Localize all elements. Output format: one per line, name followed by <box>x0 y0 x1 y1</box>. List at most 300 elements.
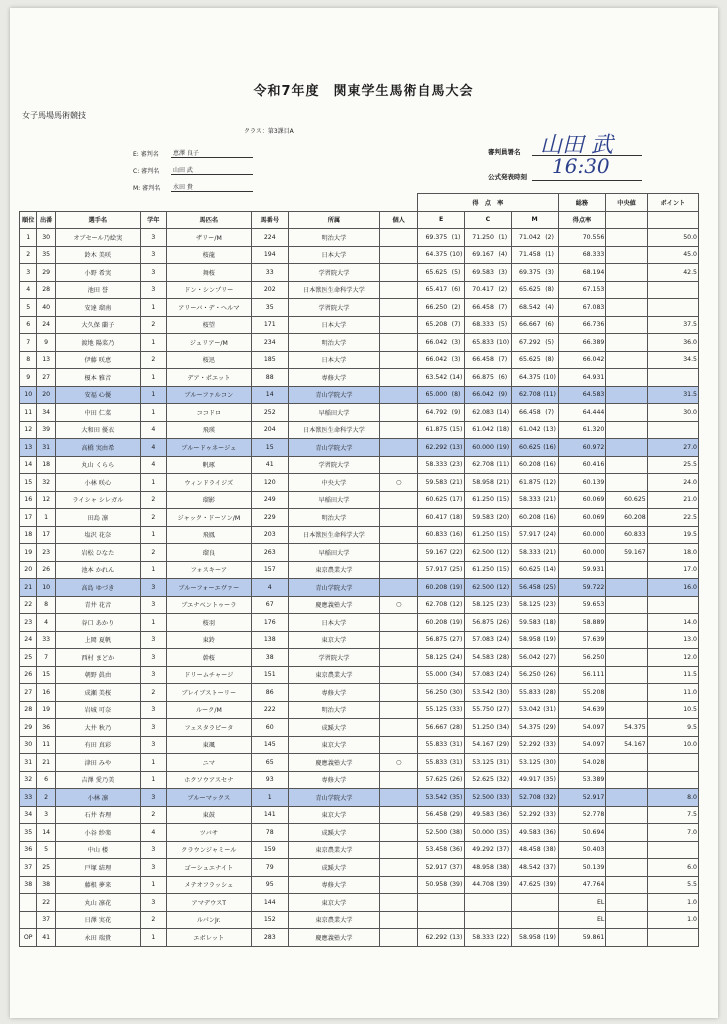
horse-cell: 瑠影 <box>166 491 251 509</box>
horse-no-cell: 65 <box>251 754 288 772</box>
indiv-cell <box>380 544 418 562</box>
total-cell: 60.139 <box>558 474 606 492</box>
e-rank-cell: (3) <box>448 351 464 369</box>
c-score-cell: 55.750 <box>464 701 494 719</box>
c-rank-cell: (3) <box>495 264 511 282</box>
rider-cell: 戸塚 結理 <box>55 859 140 877</box>
univ-cell: 専修大学 <box>288 369 379 387</box>
bib-cell: 35 <box>37 246 55 264</box>
median-cell <box>606 754 647 772</box>
c-rank-cell: (33) <box>495 789 511 807</box>
e-rank-cell: (39) <box>448 876 464 894</box>
total-cell: 64.931 <box>558 369 606 387</box>
e-rank-cell: (2) <box>448 299 464 317</box>
grade-cell: 4 <box>140 421 166 439</box>
m-rank-cell <box>542 894 558 912</box>
m-rank-cell: (32) <box>542 789 558 807</box>
points-cell: 34.5 <box>647 351 698 369</box>
median-cell <box>606 596 647 614</box>
rank-cell: 17 <box>20 509 37 527</box>
signature-label: 審判員署名 <box>488 148 521 156</box>
m-score-cell: 47.625 <box>511 876 541 894</box>
indiv-cell <box>380 246 418 264</box>
e-score-cell: 60.208 <box>418 614 448 632</box>
c-rank-cell: (24) <box>495 666 511 684</box>
c-score-cell: 66.458 <box>464 351 494 369</box>
median-cell <box>606 334 647 352</box>
e-score-cell: 55.125 <box>418 701 448 719</box>
rider-cell: 石井 杏理 <box>55 806 140 824</box>
grade-cell: 3 <box>140 841 166 859</box>
points-cell <box>647 299 698 317</box>
total-cell: 59.931 <box>558 561 606 579</box>
grade-cell: 3 <box>140 894 166 912</box>
horse-no-cell: 15 <box>251 439 288 457</box>
horse-no-cell: 35 <box>251 299 288 317</box>
e-rank-cell: (29) <box>448 806 464 824</box>
time-label: 公式発表時刻 <box>488 173 527 181</box>
horse-no-header: 馬番号 <box>251 211 288 229</box>
m-score-cell: 56.042 <box>511 649 541 667</box>
m-score-cell: 60.208 <box>511 509 541 527</box>
m-score-cell: 65.625 <box>511 351 541 369</box>
bib-cell: 3 <box>37 806 55 824</box>
horse-no-cell: 171 <box>251 316 288 334</box>
m-rank-cell: (13) <box>542 421 558 439</box>
c-rank-cell: (15) <box>495 526 511 544</box>
c-score-cell: 57.083 <box>464 631 494 649</box>
c-rank-cell: (12) <box>495 544 511 562</box>
median-cell <box>606 666 647 684</box>
table-row <box>20 561 699 579</box>
m-score-cell: 59.583 <box>511 614 541 632</box>
rank-cell: OP <box>20 929 37 947</box>
total-cell: EL <box>558 911 606 929</box>
m-rank-cell: (5) <box>542 334 558 352</box>
horse-cell: ウィンドライジズ <box>166 474 251 492</box>
grade-cell: 2 <box>140 491 166 509</box>
horse-cell: デア・ポエット <box>166 369 251 387</box>
judge-m <box>133 175 253 192</box>
rider-cell: 丸山 凛花 <box>55 894 140 912</box>
horse-cell: クラウンジャミール <box>166 841 251 859</box>
table-row <box>20 631 699 649</box>
points-cell: 6.0 <box>647 859 698 877</box>
rider-cell: 榎本 雅音 <box>55 369 140 387</box>
points-cell: 7.0 <box>647 824 698 842</box>
bib-cell: 39 <box>37 421 55 439</box>
rank-cell <box>20 911 37 929</box>
e-score-cell: 60.625 <box>418 491 448 509</box>
univ-cell: 青山学院大学 <box>288 579 379 597</box>
indiv-cell <box>380 404 418 422</box>
horse-no-cell: 138 <box>251 631 288 649</box>
c-rank-cell: (29) <box>495 736 511 754</box>
horse-no-cell: 79 <box>251 859 288 877</box>
c-rank-cell: (22) <box>495 929 511 947</box>
grade-cell: 3 <box>140 666 166 684</box>
table-row <box>20 439 699 457</box>
univ-cell: 東京大学 <box>288 631 379 649</box>
total-cell: 54.097 <box>558 719 606 737</box>
e-score-cell: 69.375 <box>418 229 448 247</box>
c-score-cell: 61.250 <box>464 526 494 544</box>
points-cell: 21.0 <box>647 491 698 509</box>
c-score-cell: 66.458 <box>464 299 494 317</box>
rider-cell: 日澤 実花 <box>55 911 140 929</box>
indiv-cell <box>380 561 418 579</box>
signature-handwritten: 山田 武 <box>540 133 613 158</box>
grade-cell: 4 <box>140 824 166 842</box>
e-score-cell: 57.917 <box>418 561 448 579</box>
indiv-cell: ○ <box>380 596 418 614</box>
horse-no-cell: 176 <box>251 614 288 632</box>
horse-no-cell: 41 <box>251 456 288 474</box>
median-cell <box>606 789 647 807</box>
e-score-cell: 66.042 <box>418 351 448 369</box>
m-rank-cell: (24) <box>542 526 558 544</box>
m-rank-cell: (6) <box>542 316 558 334</box>
m-score-cell: 68.542 <box>511 299 541 317</box>
bib-cell: 18 <box>37 456 55 474</box>
e-rank-cell: (15) <box>448 421 464 439</box>
horse-cell: ホクソウアスセナ <box>166 771 251 789</box>
rider-cell: 塩沢 花奈 <box>55 526 140 544</box>
m-rank-cell: (7) <box>542 404 558 422</box>
e-score-cell: 62.292 <box>418 929 448 947</box>
e-rank-cell: (35) <box>448 789 464 807</box>
e-score-cell: 64.375 <box>418 246 448 264</box>
horse-cell: 飛瑛 <box>166 421 251 439</box>
rank-cell: 22 <box>20 596 37 614</box>
indiv-cell <box>380 719 418 737</box>
e-score-cell: 65.625 <box>418 264 448 282</box>
horse-cell: 桜龍 <box>166 246 251 264</box>
median-cell <box>606 859 647 877</box>
c-score-cell: 60.000 <box>464 439 494 457</box>
indiv-cell <box>380 281 418 299</box>
table-row <box>20 421 699 439</box>
table-row <box>20 526 699 544</box>
rank-cell: 28 <box>20 701 37 719</box>
bib-cell: 16 <box>37 684 55 702</box>
grade-cell: 2 <box>140 911 166 929</box>
bib-cell: 32 <box>37 474 55 492</box>
horse-cell: ゴーシュエナイト <box>166 859 251 877</box>
e-score-cell: 56.875 <box>418 631 448 649</box>
grade-cell: 1 <box>140 614 166 632</box>
judge-c-label: C: 審判名 <box>133 168 160 175</box>
table-row <box>20 579 699 597</box>
m-rank-cell: (16) <box>542 456 558 474</box>
e-score-cell: 55.833 <box>418 754 448 772</box>
m-score-cell: 48.542 <box>511 859 541 877</box>
m-rank-cell: (28) <box>542 684 558 702</box>
c-score-cell: 61.250 <box>464 491 494 509</box>
e-score-cell: 55.000 <box>418 666 448 684</box>
grade-cell: 3 <box>140 649 166 667</box>
total-header: 得点率 <box>558 211 606 229</box>
e-rank-cell: (25) <box>448 561 464 579</box>
rank-cell: 13 <box>20 439 37 457</box>
e-score-cell: 60.833 <box>418 526 448 544</box>
table-row <box>20 789 699 807</box>
median-cell <box>606 649 647 667</box>
m-rank-cell: (4) <box>542 299 558 317</box>
total-cell: 64.444 <box>558 404 606 422</box>
grade-cell: 2 <box>140 806 166 824</box>
indiv-cell <box>380 439 418 457</box>
points-cell <box>647 929 698 947</box>
judge-e-name: 恵澤 良子 <box>171 148 253 158</box>
table-row <box>20 229 699 247</box>
univ-cell: 明治大学 <box>288 509 379 527</box>
median-cell: 54.167 <box>606 736 647 754</box>
score-group-header: 得 点 率 <box>418 194 558 212</box>
table-row <box>20 509 699 527</box>
c-score-cell: 62.083 <box>464 404 494 422</box>
rider-cell: 大井 秋乃 <box>55 719 140 737</box>
grade-cell: 3 <box>140 596 166 614</box>
median-cell <box>606 876 647 894</box>
rider-cell: 池田 誉 <box>55 281 140 299</box>
total-cell: 61.320 <box>558 421 606 439</box>
indiv-cell <box>380 421 418 439</box>
indiv-cell <box>380 526 418 544</box>
horse-cell: ドン・シンプリー <box>166 281 251 299</box>
bib-cell: 20 <box>37 386 55 404</box>
points-cell <box>647 421 698 439</box>
univ-cell: 慶應義塾大学 <box>288 929 379 947</box>
grade-cell: 2 <box>140 544 166 562</box>
indiv-cell <box>380 701 418 719</box>
judge-c-name: 山田 武 <box>171 165 253 175</box>
total-cell: 56.111 <box>558 666 606 684</box>
e-rank-cell: (16) <box>448 526 464 544</box>
c-score-cell: 62.708 <box>464 456 494 474</box>
rank-cell: 15 <box>20 474 37 492</box>
time-handwritten: 16:30 <box>552 154 610 178</box>
table-row <box>20 701 699 719</box>
horse-no-cell: 185 <box>251 351 288 369</box>
rider-cell: 丸山 くらら <box>55 456 140 474</box>
median-cell <box>606 841 647 859</box>
bib-cell: 25 <box>37 859 55 877</box>
total-cell: 59.861 <box>558 929 606 947</box>
univ-cell: 慶應義塾大学 <box>288 596 379 614</box>
indiv-cell <box>380 789 418 807</box>
m-score-cell <box>511 911 541 929</box>
rider-cell: 青井 花音 <box>55 596 140 614</box>
univ-cell: 青山学院大学 <box>288 439 379 457</box>
judge-list <box>133 141 253 192</box>
e-rank-cell: (1) <box>448 229 464 247</box>
m-rank-cell: (33) <box>542 736 558 754</box>
indiv-cell <box>380 614 418 632</box>
horse-no-cell: 88 <box>251 369 288 387</box>
indiv-cell <box>380 929 418 947</box>
indiv-cell <box>380 684 418 702</box>
univ-cell: 学習院大学 <box>288 456 379 474</box>
grade-cell: 4 <box>140 439 166 457</box>
horse-cell: ツバサ <box>166 824 251 842</box>
m-score-cell: 60.208 <box>511 456 541 474</box>
rank-cell: 8 <box>20 351 37 369</box>
points-cell: 8.0 <box>647 789 698 807</box>
horse-cell: 瑠良 <box>166 544 251 562</box>
bib-cell: 33 <box>37 631 55 649</box>
c-rank-cell: (5) <box>495 316 511 334</box>
table-row <box>20 264 699 282</box>
grade-cell: 3 <box>140 264 166 282</box>
total-cell: 50.694 <box>558 824 606 842</box>
m-rank-cell: (8) <box>542 281 558 299</box>
indiv-cell <box>380 351 418 369</box>
total-cell: 58.889 <box>558 614 606 632</box>
c-header: C <box>464 211 511 229</box>
median-cell <box>606 614 647 632</box>
univ-cell: 学習院大学 <box>288 649 379 667</box>
table-row <box>20 334 699 352</box>
e-rank-cell: (31) <box>448 736 464 754</box>
rank-cell: 31 <box>20 754 37 772</box>
e-score-cell: 60.208 <box>418 579 448 597</box>
horse-no-cell: 249 <box>251 491 288 509</box>
rank-cell <box>20 894 37 912</box>
indiv-cell <box>380 264 418 282</box>
c-rank-cell: (20) <box>495 509 511 527</box>
c-rank-cell: (31) <box>495 754 511 772</box>
indiv-cell <box>380 369 418 387</box>
e-score-cell: 57.625 <box>418 771 448 789</box>
rank-cell: 38 <box>20 876 37 894</box>
m-score-cell: 60.625 <box>511 561 541 579</box>
horse-cell: ルパンJr. <box>166 911 251 929</box>
c-rank-cell: (19) <box>495 439 511 457</box>
rank-cell: 19 <box>20 544 37 562</box>
total-cell: 57.639 <box>558 631 606 649</box>
horse-cell: ニマ <box>166 754 251 772</box>
univ-cell: 早稲田大学 <box>288 491 379 509</box>
grade-cell: 3 <box>140 229 166 247</box>
m-score-cell: 53.042 <box>511 701 541 719</box>
univ-cell: 青山学院大学 <box>288 386 379 404</box>
m-rank-cell: (26) <box>542 666 558 684</box>
e-score-cell: 56.250 <box>418 684 448 702</box>
points-cell: 18.0 <box>647 544 698 562</box>
indiv-cell: ○ <box>380 754 418 772</box>
table-row <box>20 736 699 754</box>
points-cell: 22.5 <box>647 509 698 527</box>
c-score-cell <box>464 894 494 912</box>
total-cell: 66.389 <box>558 334 606 352</box>
total-cell: 50.139 <box>558 859 606 877</box>
e-rank-cell: (13) <box>448 929 464 947</box>
horse-cell: ジャック・ドーソン/M <box>166 509 251 527</box>
e-score-cell: 60.417 <box>418 509 448 527</box>
m-rank-cell: (31) <box>542 701 558 719</box>
indiv-cell <box>380 876 418 894</box>
m-rank-cell: (3) <box>542 264 558 282</box>
horse-no-cell: 93 <box>251 771 288 789</box>
horse-cell: ブルーフォーエヴァー <box>166 579 251 597</box>
judge-m-label: M: 審判名 <box>133 185 161 192</box>
points-cell: 1.0 <box>647 894 698 912</box>
total-cell: 52.917 <box>558 789 606 807</box>
m-rank-cell: (10) <box>542 369 558 387</box>
m-rank-cell: (38) <box>542 841 558 859</box>
univ-cell: 日本獣医生命科学大学 <box>288 421 379 439</box>
c-rank-cell: (24) <box>495 631 511 649</box>
rank-cell: 9 <box>20 369 37 387</box>
m-rank-cell: (39) <box>542 876 558 894</box>
e-rank-cell: (26) <box>448 771 464 789</box>
total-cell: 67.153 <box>558 281 606 299</box>
grade-cell: 1 <box>140 334 166 352</box>
bib-cell: 23 <box>37 544 55 562</box>
m-score-cell: 71.042 <box>511 229 541 247</box>
grade-cell: 3 <box>140 719 166 737</box>
rank-cell: 10 <box>20 386 37 404</box>
median-cell <box>606 439 647 457</box>
rank-cell: 21 <box>20 579 37 597</box>
rider-cell: 渡地 陽菜乃 <box>55 334 140 352</box>
total-cell: 60.000 <box>558 544 606 562</box>
horse-cell: フォスキーア <box>166 561 251 579</box>
c-score-cell: 44.708 <box>464 876 494 894</box>
horse-no-cell: 283 <box>251 929 288 947</box>
c-score-cell: 54.167 <box>464 736 494 754</box>
horse-cell: 桜望 <box>166 316 251 334</box>
c-score-cell: 58.333 <box>464 929 494 947</box>
e-rank-cell: (27) <box>448 631 464 649</box>
table-row <box>20 806 699 824</box>
horse-no-cell: 78 <box>251 824 288 842</box>
m-score-cell: 52.708 <box>511 789 541 807</box>
e-score-cell: 58.333 <box>418 456 448 474</box>
points-header: ポイント <box>647 194 698 212</box>
median-cell <box>606 771 647 789</box>
bib-cell: 9 <box>37 334 55 352</box>
indiv-cell: ○ <box>380 474 418 492</box>
median-cell <box>606 894 647 912</box>
c-rank-cell: (26) <box>495 614 511 632</box>
horse-no-cell: 141 <box>251 806 288 824</box>
univ-cell: 中央大学 <box>288 474 379 492</box>
c-rank-cell: (9) <box>495 386 511 404</box>
m-score-cell: 61.875 <box>511 474 541 492</box>
c-score-cell: 62.500 <box>464 579 494 597</box>
c-score-cell: 59.583 <box>464 509 494 527</box>
horse-no-cell: 263 <box>251 544 288 562</box>
header-row <box>20 211 699 229</box>
bib-cell: 41 <box>37 929 55 947</box>
total-cell: 55.208 <box>558 684 606 702</box>
median-cell <box>606 404 647 422</box>
c-score-cell: 65.833 <box>464 334 494 352</box>
c-score-cell: 62.500 <box>464 544 494 562</box>
horse-cell: 飛鳳 <box>166 526 251 544</box>
rider-cell: 大和田 優衣 <box>55 421 140 439</box>
c-rank-cell <box>495 911 511 929</box>
e-rank-cell: (37) <box>448 859 464 877</box>
rider-cell: 高橋 実由希 <box>55 439 140 457</box>
horse-header: 馬匹名 <box>166 211 251 229</box>
table-row <box>20 544 699 562</box>
rank-cell: 35 <box>20 824 37 842</box>
horse-no-cell: 120 <box>251 474 288 492</box>
e-rank-cell: (19) <box>448 579 464 597</box>
